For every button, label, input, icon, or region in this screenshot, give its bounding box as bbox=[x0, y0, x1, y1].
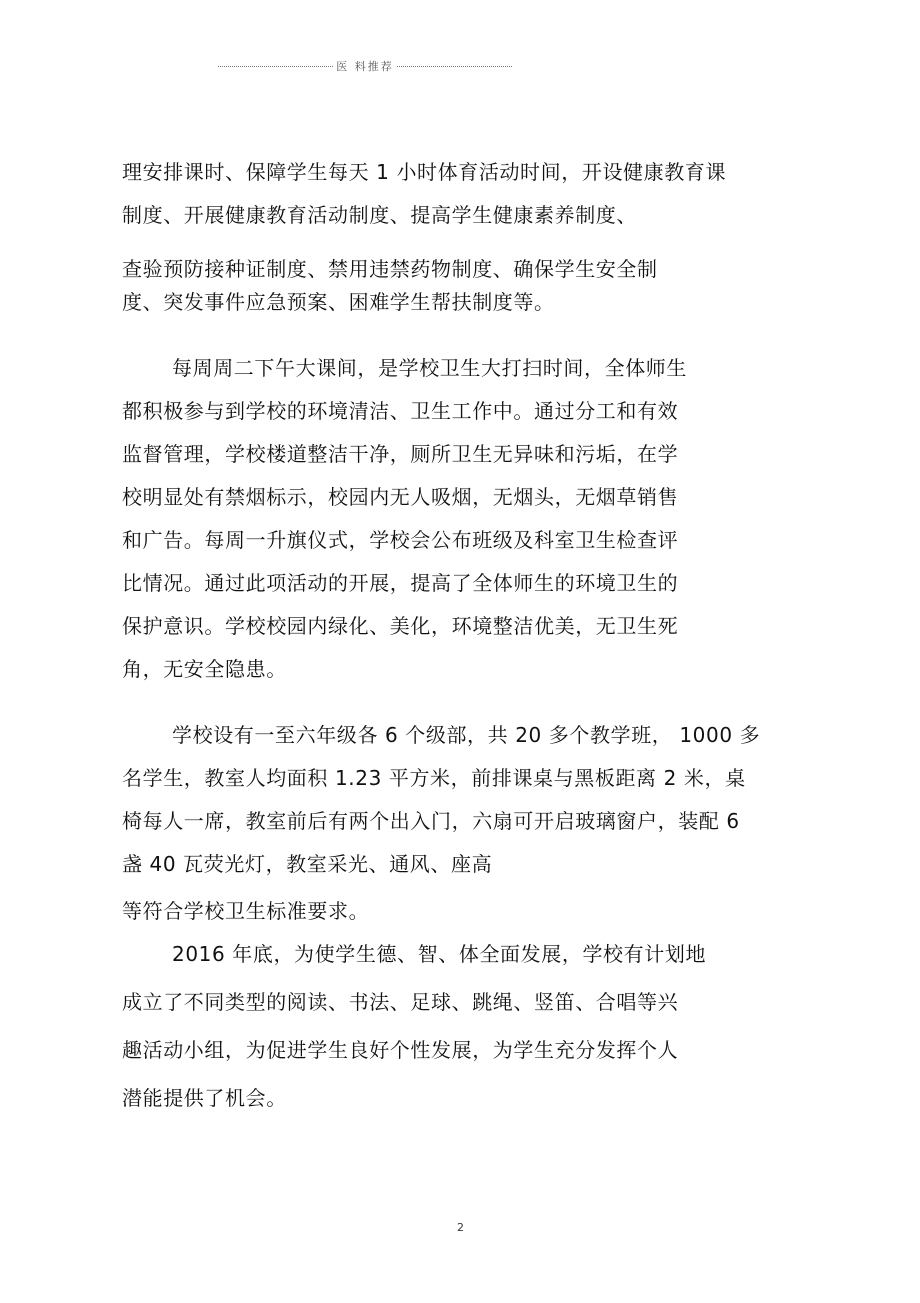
page-number: 2 bbox=[457, 1221, 464, 1234]
text-line: 角，无安全隐患。 bbox=[122, 657, 287, 681]
page-header bbox=[218, 58, 512, 74]
header-dotted-rule-left bbox=[218, 66, 333, 67]
text-line: 成立了不同类型的阅读、书法、足球、跳绳、竖笛、合唱等兴 bbox=[122, 990, 679, 1014]
header-dotted-rule-right bbox=[397, 66, 512, 67]
text-line: 名学生，教室人均面积 1.23 平方米，前排课桌与黑板距离 2 米，桌 bbox=[122, 766, 746, 790]
text-line: 2016 年底，为使学生德、智、体全面发展，学校有计划地 bbox=[172, 942, 707, 966]
text-line: 趣活动小组，为促进学生良好个性发展，为学生充分发挥个人 bbox=[122, 1038, 679, 1062]
text-line: 查验预防接种证制度、禁用违禁药物制度、确保学生安全制 bbox=[122, 257, 658, 281]
text-line: 等符合学校卫生标准要求。 bbox=[122, 899, 370, 923]
text-line: 潜能提供了机会。 bbox=[122, 1086, 287, 1110]
text-line: 盏 40 瓦荧光灯，教室采光、通风、座高 bbox=[122, 852, 493, 876]
text-line: 制度、开展健康教育活动制度、提高学生健康素养制度、 bbox=[122, 203, 637, 227]
text-line: 监督管理，学校楼道整洁干净，厕所卫生无异味和污垢，在学 bbox=[122, 442, 679, 466]
text-line: 都积极参与到学校的环境清洁、卫生工作中。通过分工和有效 bbox=[122, 399, 679, 423]
text-line: 学校设有一至六年级各 6 个级部，共 20 多个教学班， 1000 多 bbox=[172, 723, 761, 747]
text-line: 每周周二下午大课间，是学校卫生大打扫时间，全体师生 bbox=[172, 356, 687, 380]
text-line: 比情况。通过此项活动的开展，提高了全体师生的环境卫生的 bbox=[122, 571, 679, 595]
text-line: 和广告。每周一升旗仪式，学校会公布班级及科室卫生检查评 bbox=[122, 528, 679, 552]
text-line: 校明显处有禁烟标示，校园内无人吸烟，无烟头，无烟草销售 bbox=[122, 485, 679, 509]
text-line: 度、突发事件应急预案、困难学生帮扶制度等。 bbox=[122, 290, 555, 314]
text-line: 保护意识。学校校园内绿化、美化，环境整洁优美，无卫生死 bbox=[122, 614, 679, 638]
text-line: 理安排课时、保障学生每天 1 小时体育活动时间，开设健康教育课 bbox=[122, 160, 727, 184]
text-line: 椅每人一席，教室前后有两个出入门，六扇可开启玻璃窗户，装配 6 bbox=[122, 809, 740, 833]
header-text: 医 料推荐 bbox=[336, 60, 394, 73]
